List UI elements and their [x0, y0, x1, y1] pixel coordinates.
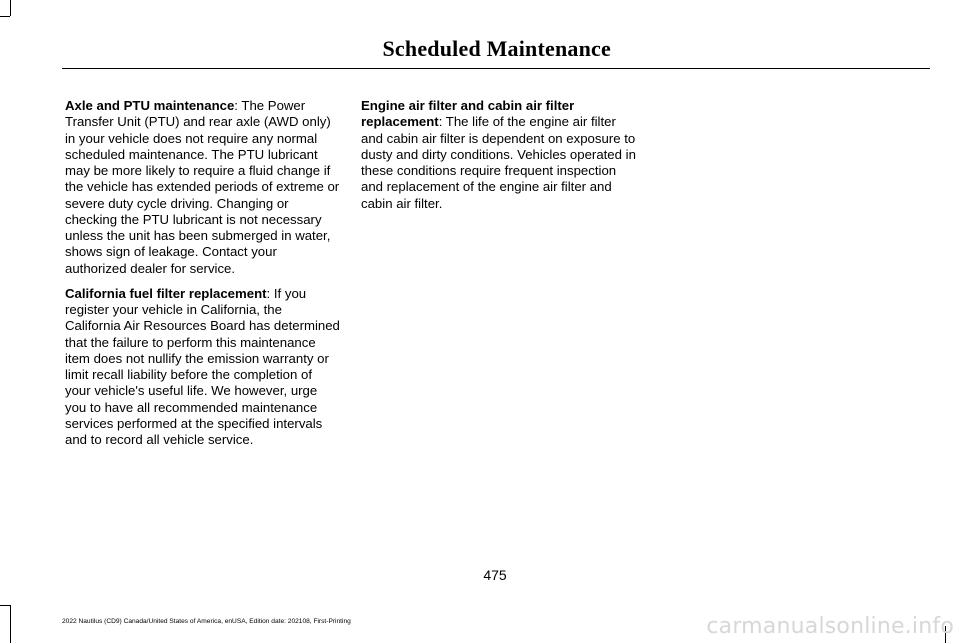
paragraph-body: : The life of the engine air filter and cabin air filter is dependent on exposure to dusty and dirty conditions. Vehicles operated in these conditions require frequent inspection and replacement of the engine air filter and cabin air filter. — [361, 114, 636, 211]
paragraph-term: California fuel filter replacement — [65, 285, 267, 301]
page-title-text: Scheduled Maintenance — [382, 36, 611, 61]
middle-column — [361, 98, 637, 221]
watermark: carmanualsonline.info — [706, 614, 954, 639]
paragraph-term: Engine air filter and cabin air filter replacement — [361, 98, 575, 130]
paragraph-term: Axle and PTU maintenance — [65, 98, 235, 113]
header-rule — [62, 68, 930, 69]
crop-mark-top-left-v — [10, 0, 11, 16]
paragraph-body: : If you register your vehicle in California, the California Air Resources Board has determined that the failure to perform this maintenance item does not nullify the emission warranty or limit recall liability before the completion of your vehicle's useful life. We however, urge you to have all recommended maintenance services performed at the specified intervals and to record all vehicle service. — [65, 285, 340, 447]
left-column — [65, 98, 341, 457]
crop-mark-bottom-left-v — [10, 605, 11, 643]
paragraph-california-fuel-filter — [65, 286, 341, 449]
footer-edition: 2022 Nautilus (CD9) Canada/United States of America, enUSA, Edition date: 202108, First-Printing — [62, 618, 351, 625]
crop-mark-top-left-h — [0, 16, 10, 17]
paragraph-axle-ptu — [65, 98, 341, 277]
paragraph-air-filters — [361, 98, 637, 212]
crop-mark-bottom-left-h — [0, 605, 10, 606]
paragraph-body: : The Power Transfer Unit (PTU) and rear axle (AWD only) in your vehicle does not require any normal scheduled maintenance. The PTU lubricant may be more likely to require a fluid change if the vehicle has extended periods of extreme or severe duty cycle driving. Changing or checking the PTU lubricant is not necessary unless the unit has been submerged in water, shows sign of leakage. Contact your authorized dealer for service. — [65, 98, 340, 276]
page-number: 475 — [483, 567, 507, 583]
